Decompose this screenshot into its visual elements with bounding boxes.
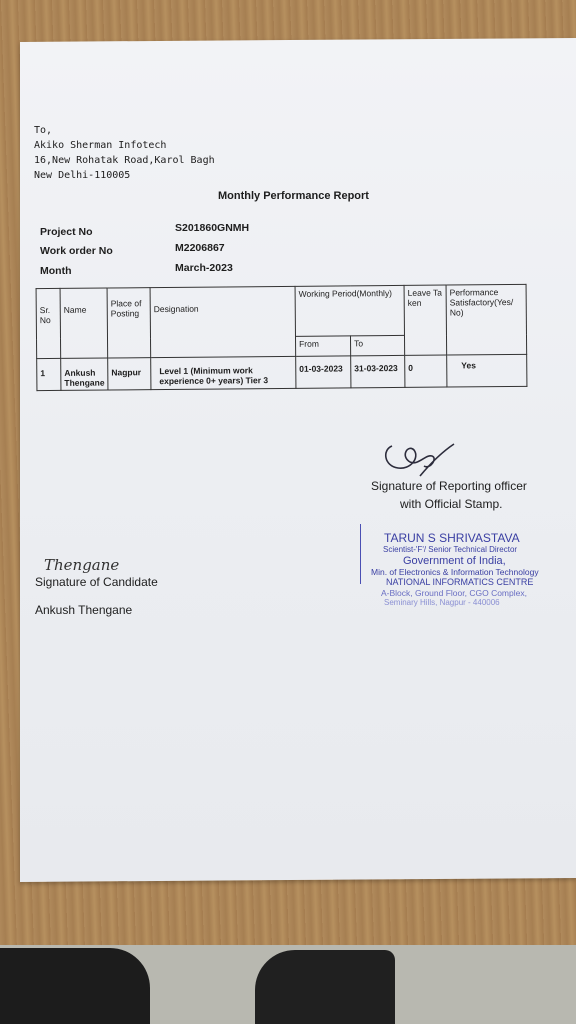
work-order-label: Work order No <box>40 245 113 257</box>
cell-to: 31-03-2023 <box>351 355 405 387</box>
candidate-name: Ankush Thengane <box>35 603 133 617</box>
header-leave: Leave Taken <box>404 285 447 355</box>
cell-performance: Yes <box>447 354 527 387</box>
officer-signature-label: Signature of Reporting officer <box>371 479 527 493</box>
stamp-centre: NATIONAL INFORMATICS CENTRE <box>386 577 534 587</box>
header-sr-no: Sr. No <box>36 288 61 358</box>
stamp-divider <box>360 524 361 584</box>
stamp-address-line2: Seminary Hills, Nagpur - 440006 <box>384 598 500 607</box>
stamp-government: Government of India, <box>403 555 506 567</box>
header-performance: Performance Satisfactory(Yes/ No) <box>446 284 527 355</box>
shoe-left <box>0 948 150 1024</box>
month-label: Month <box>40 265 72 277</box>
address-company: Akiko Sherman Infotech <box>34 140 167 151</box>
stamp-officer-name: TARUN S SHRIVASTAVA <box>384 531 520 545</box>
cell-leave: 0 <box>405 355 447 387</box>
month-value: March-2023 <box>175 262 233 274</box>
report-title: Monthly Performance Report <box>218 190 369 202</box>
shoe-right <box>255 950 395 1024</box>
stamp-address-line1: A-Block, Ground Floor, CGO Complex, <box>381 588 527 598</box>
cell-designation: Level 1 (Minimum work experience 0+ years) Tier 3 <box>151 356 296 389</box>
official-stamp-label: with Official Stamp. <box>400 497 503 511</box>
table-row <box>37 354 527 390</box>
address-city: New Delhi-110005 <box>34 170 131 181</box>
cell-place: Nagpur <box>108 358 151 390</box>
candidate-signature-script: Thengane <box>44 556 120 574</box>
project-no-label: Project No <box>40 226 93 238</box>
cell-from: 01-03-2023 <box>296 356 351 388</box>
candidate-signature-label: Signature of Candidate <box>35 575 158 589</box>
stamp-officer-title: Scientist-'F'/ Senior Technical Director <box>383 545 518 554</box>
officer-signature-icon <box>380 436 460 484</box>
header-working-period: Working Period(Monthly) <box>295 285 404 336</box>
header-to: To <box>350 335 404 355</box>
cell-name: Ankush Thengane <box>61 358 108 390</box>
project-no-value: S201860GNMH <box>175 222 250 234</box>
header-from: From <box>295 336 350 356</box>
header-name: Name <box>60 288 108 358</box>
stamp-ministry: Min. of Electronics & Information Technology <box>371 567 539 577</box>
header-designation: Designation <box>150 286 296 357</box>
cell-sr-no: 1 <box>37 358 61 390</box>
work-order-value: M2206867 <box>175 242 225 254</box>
address-street: 16,New Rohatak Road,Karol Bagh <box>34 155 215 166</box>
performance-table <box>36 284 528 391</box>
header-place: Place of Posting <box>107 288 151 358</box>
address-to: To, <box>34 125 53 136</box>
